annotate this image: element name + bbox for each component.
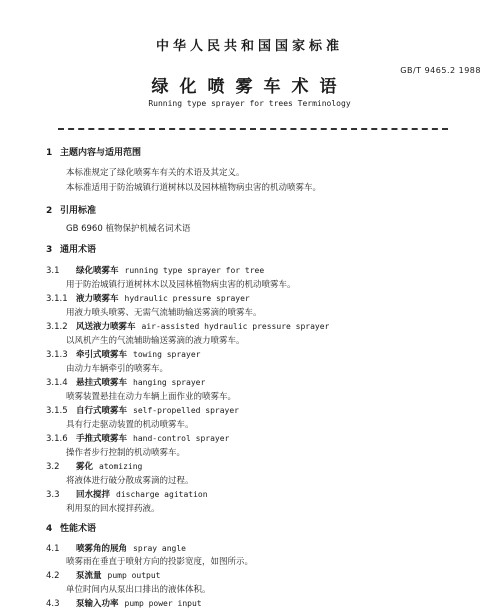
- section-1-para-2: 本标准适用于防治城镇行道树林以及园林植物病虫害的机动喷雾车。: [66, 183, 322, 193]
- term-3-1-4-def: 喷雾装置悬挂在动力车辆上面作业的喷雾车。: [66, 392, 237, 402]
- term-4-2-def: 单位时间内从泵出口排出的液体体积。: [66, 585, 211, 595]
- term-4-3: 4.3 泵输入功率 pump power input: [46, 599, 202, 609]
- term-3-1-3-def: 由动力车辆牵引的喷雾车。: [66, 364, 169, 374]
- term-3-1-def: 用于防治城镇行道树林木以及园林植物病虫害的机动喷雾车。: [66, 280, 296, 290]
- term-3-1-3: 3.1.3 牵引式喷雾车 towing sprayer: [46, 350, 201, 360]
- term-4-2: 4.2 泵流量 pump output: [46, 571, 161, 581]
- term-3-1-1-def: 用液力喷头喷雾、无需气流辅助输送雾滴的喷雾车。: [66, 308, 262, 318]
- term-3-1-2: 3.1.2 风送液力喷雾车 air-assisted hydraulic pressure sprayer: [46, 322, 330, 332]
- section-3-heading: 3 通用术语: [46, 245, 97, 255]
- title-rule: [58, 128, 448, 131]
- section-1-heading: 1 主题内容与适用范围: [46, 148, 142, 158]
- term-3-1-5-def: 具有行走驱动装置的机动喷雾车。: [66, 420, 194, 430]
- section-4-heading: 4 性能术语: [46, 524, 97, 534]
- term-3-1: 3.1 绿化喷雾车 running type sprayer for tree: [46, 266, 265, 276]
- term-3-1-6: 3.1.6 手推式喷雾车 hand-control sprayer: [46, 434, 230, 444]
- term-4-1-def: 喷雾雨在垂直于喷射方向的投影宽度，如图所示。: [66, 557, 254, 567]
- term-3-2-def: 将液体进行破分散成雾滴的过程。: [66, 476, 194, 486]
- term-3-1-5: 3.1.5 自行式喷雾车 self-propelled sprayer: [46, 406, 239, 416]
- term-3-3: 3.3 回水搅拌 discharge agitation: [46, 490, 208, 500]
- term-3-3-def: 利用泵的回水搅拌药液。: [66, 504, 160, 514]
- term-3-1-4: 3.1.4 悬挂式喷雾车 hanging sprayer: [46, 378, 206, 388]
- term-3-1-6-def: 操作者步行控制的机动喷雾车。: [66, 448, 186, 458]
- document-subtitle: Running type sprayer for trees Terminology: [148, 99, 351, 108]
- section-2-heading: 2 引用标准: [46, 206, 97, 216]
- term-3-1-2-def: 以风机产生的气流辅助输送雾滴的液力喷雾车。: [66, 336, 245, 346]
- issuing-organization: 中华人民共和国国家标准: [155, 39, 343, 54]
- term-3-1-1: 3.1.1 液力喷雾车 hydraulic pressure sprayer: [46, 294, 250, 304]
- term-3-2: 3.2 雾化 atomizing: [46, 462, 143, 472]
- section-1-para-1: 本标准规定了绿化喷雾车有关的术语及其定义。: [66, 168, 245, 178]
- standard-number: GB/T 9465.2 1988: [400, 66, 481, 75]
- document-title: 绿化喷雾车术语: [151, 77, 348, 97]
- section-2-para-1: GB 6960 植物保护机械名词术语: [66, 224, 191, 234]
- term-4-1: 4.1 喷雾角的展角 spray angle: [46, 544, 186, 554]
